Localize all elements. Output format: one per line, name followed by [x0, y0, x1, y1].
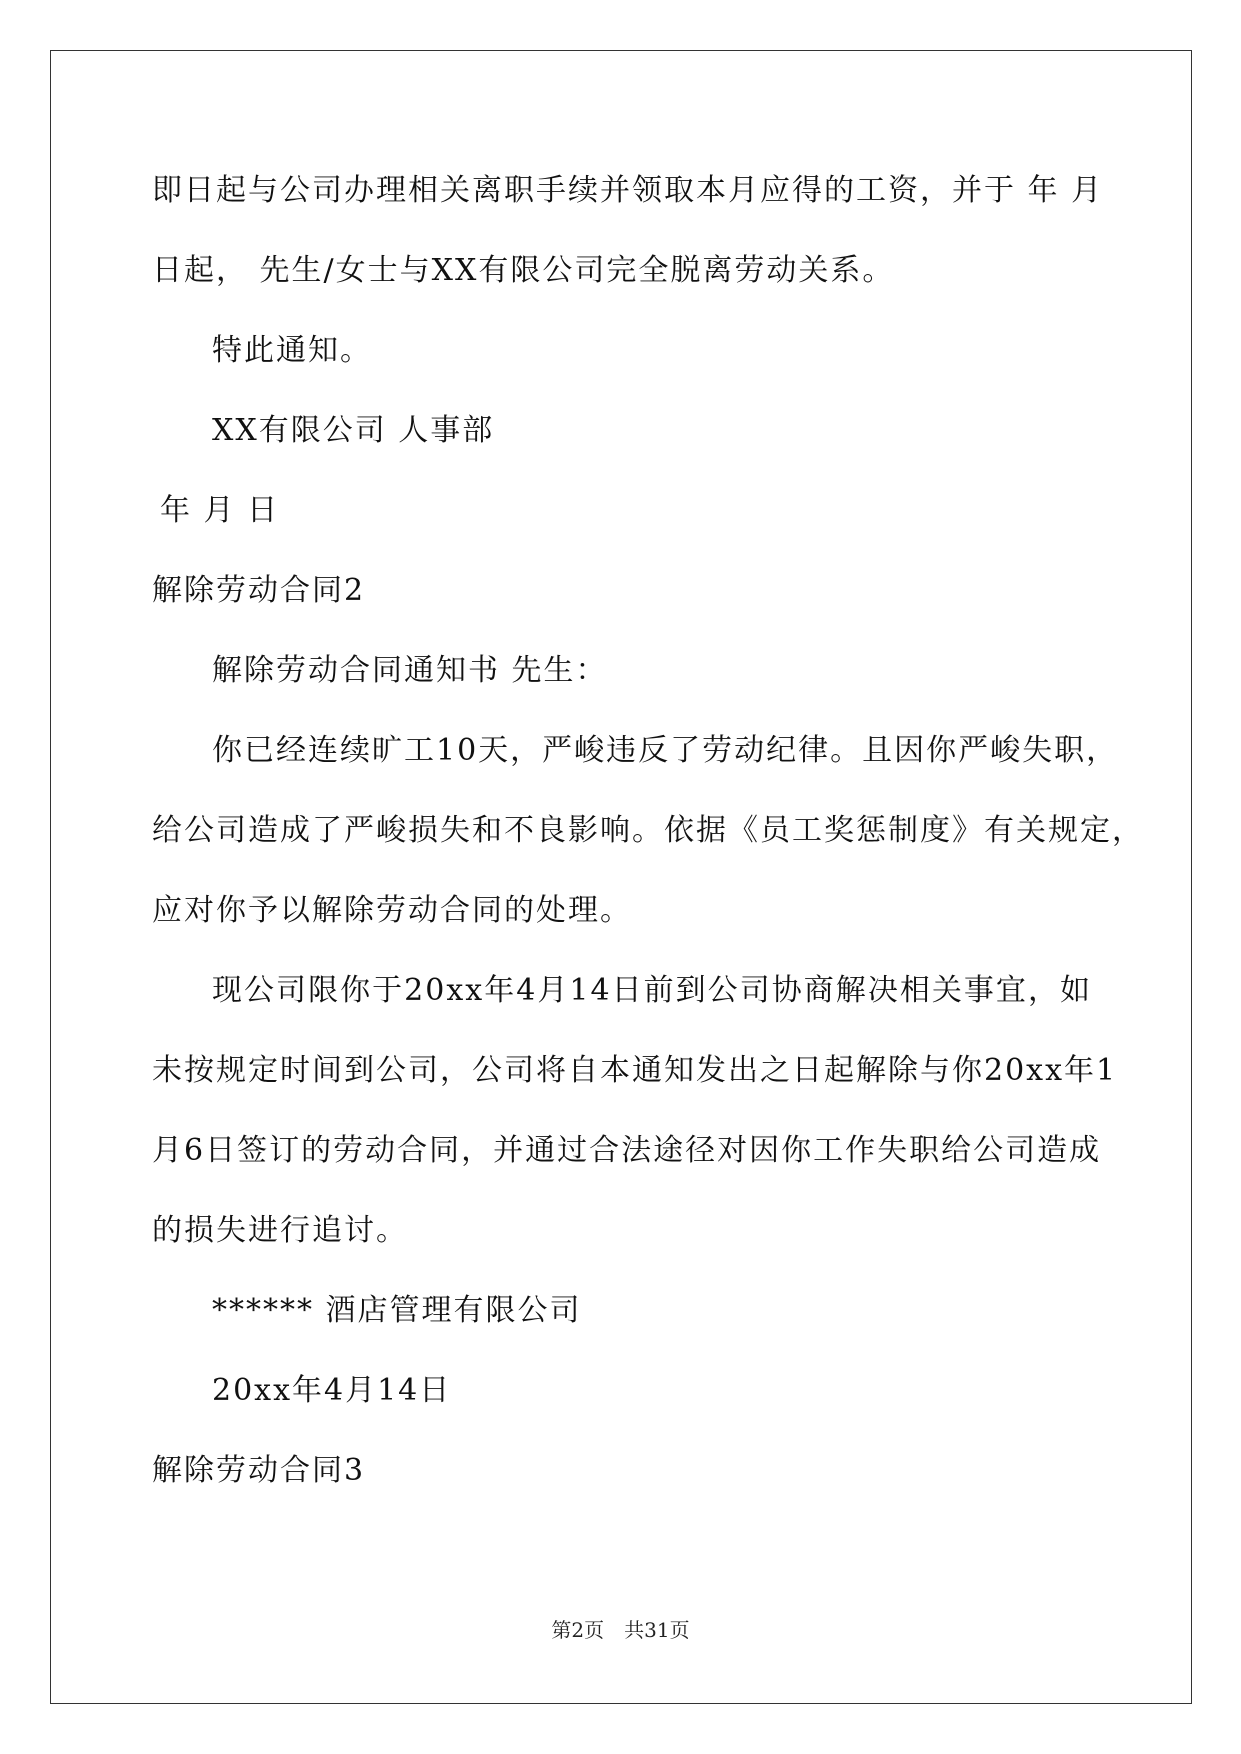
signature-date: 20xx年4月14日 — [212, 1373, 452, 1408]
notice-title: 解除劳动合同通知书 先生： — [212, 653, 608, 688]
body-text-line: 应对你予以解除劳动合同的处理。 — [152, 893, 632, 928]
body-text-line: 现公司限你于20xx年4月14日前到公司协商解决相关事宜，如 — [212, 973, 1092, 1008]
page-number-footer: 第2页 共31页 — [551, 1618, 690, 1642]
body-text-line: 的损失进行追讨。 — [152, 1213, 408, 1248]
body-text-line: 给公司造成了严峻损失和不良影响。依据《员工奖惩制度》有关规定， — [152, 813, 1144, 848]
body-text-line: 日起， 先生/女士与XX有限公司完全脱离劳动关系。 — [152, 253, 895, 288]
notice-closing: 特此通知。 — [212, 333, 372, 368]
signature-department: XX有限公司 人事部 — [212, 413, 495, 448]
body-text-line: 你已经连续旷工10天，严峻违反了劳动纪律。且因你严峻失职， — [212, 733, 1119, 768]
section-heading: 解除劳动合同3 — [152, 1453, 366, 1488]
signature-date: 年 月 日 — [160, 493, 280, 528]
body-text-line: 即日起与公司办理相关离职手续并领取本月应得的工资，并于 年 月 — [152, 173, 1104, 208]
signature-company: ****** 酒店管理有限公司 — [212, 1293, 582, 1328]
section-heading: 解除劳动合同2 — [152, 573, 366, 608]
body-text-line: 未按规定时间到公司，公司将自本通知发出之日起解除与你20xx年1 — [152, 1053, 1118, 1088]
body-text-line: 月6日签订的劳动合同，并通过合法途径对因你工作失职给公司造成 — [152, 1133, 1102, 1168]
